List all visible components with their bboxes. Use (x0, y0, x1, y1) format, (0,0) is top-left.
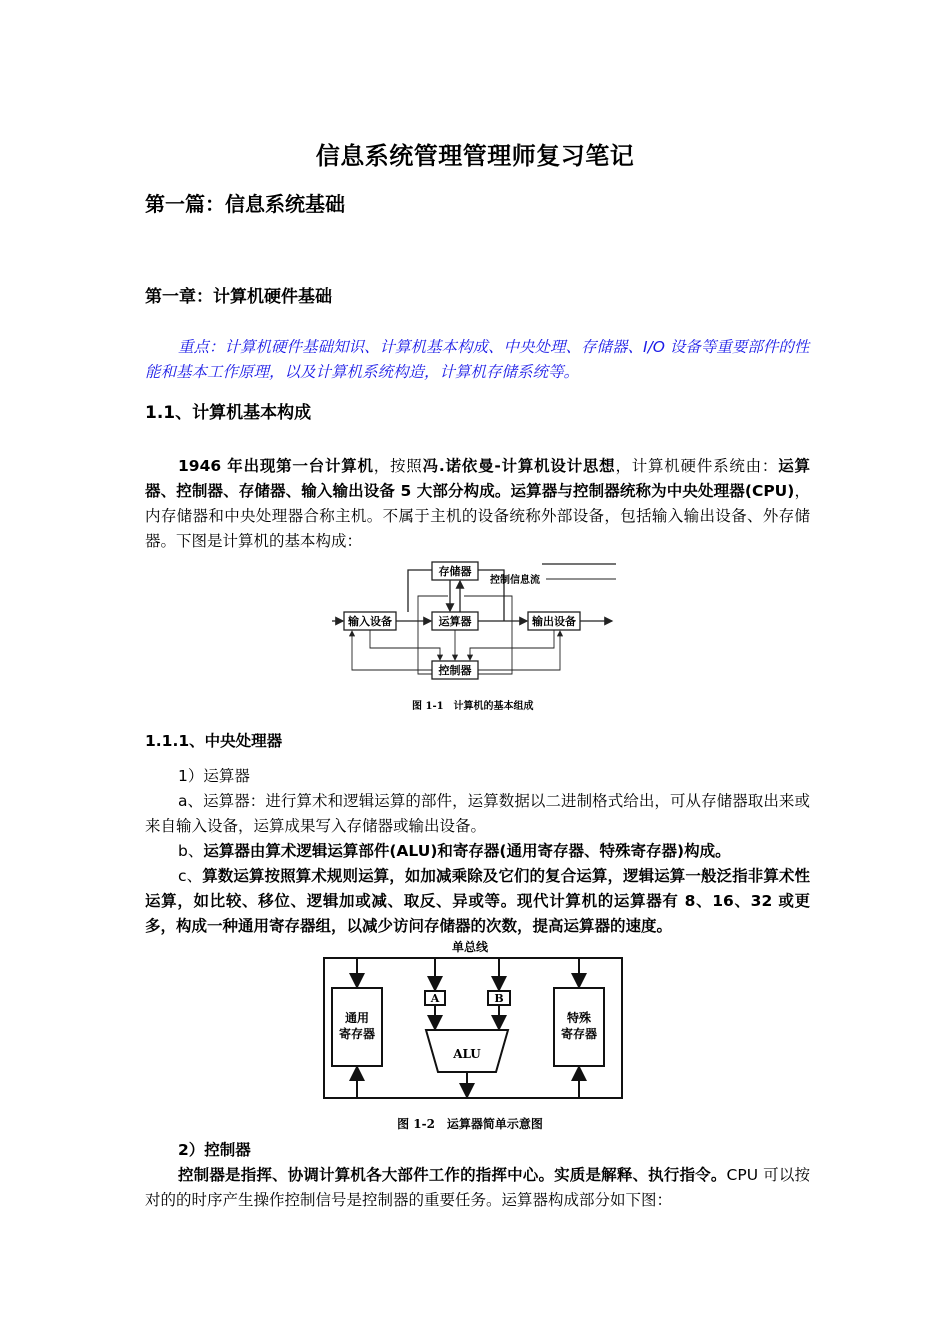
intro-text-3: ，内存储器和中央处理器合称主机。不属于主机的设备统称外部设备，包括输入输出设备、外存储器。下图是计算机的基本构成： (145, 482, 810, 550)
alu-label: ALU (453, 1047, 481, 1061)
document-title: 信息系统管理管理师复习笔记 (315, 142, 635, 170)
label-controller: 控制器 (438, 664, 472, 677)
general-register-line1: 通用 (344, 1011, 370, 1025)
special-register-line2: 寄存器 (560, 1027, 598, 1041)
intro-text-1: ，按照 (373, 457, 423, 475)
legend-control-flow: 控制信息流 (490, 575, 540, 586)
figure1-caption: 图 1-1 计算机的基本组成 (412, 701, 534, 712)
chapter-heading: 第一章：计算机硬件基础 (145, 287, 332, 307)
bus-label: 单总线 (451, 940, 489, 954)
item-c-bold: 算数运算按照算术规则运算，如加减乘除及它们的复合运算，逻辑运算一般泛指非算术性运算，如比较、移位、逻辑加或减、取反、异或等。现代计算机的运算器有 8、16、32 或更多，构成一种通用寄存器组，以减少访问存储器的次数，提高运算器的速度。 (145, 867, 810, 935)
label-memory: 存储器 (438, 565, 472, 578)
register-a-label: A (430, 992, 440, 1005)
label-output: 输出设备 (532, 615, 576, 628)
item-b (145, 839, 810, 864)
intro-bold-2: 冯.诺依曼-计算机设计思想 (422, 457, 616, 475)
part-heading: 第一篇：信息系统基础 (145, 192, 345, 216)
label-alu: 运算器 (438, 615, 472, 628)
focus-note: 重点：计算机硬件基础知识、计算机基本构成、中央处理、存储器、I/O 设备等重要部件的性能和基本工作原理，以及计算机系统构造，计算机存储系统等。 (145, 338, 810, 381)
general-register-line2: 寄存器 (338, 1027, 376, 1041)
intro-text-2: ，计算机硬件系统由： (615, 457, 779, 475)
controller-bold: 控制器是指挥、协调计算机各大部件工作的指挥中心。实质是解释、执行指令。 (178, 1166, 727, 1184)
special-register-line1: 特殊 (566, 1011, 592, 1025)
item-controller-label: 2）控制器 (178, 1141, 251, 1159)
intro-paragraph (145, 454, 810, 554)
intro-bold-3: 运算器、控制器、存储器、输入输出设备 5 大部分构成。运算器与控制器统称为中央处理器(CPU) (145, 457, 810, 500)
item-alu-label: 1）运算器 (178, 767, 250, 785)
intro-bold-1: 1946 年出现第一台计算机 (178, 457, 374, 475)
subsection-heading: 1.1.1、中央处理器 (145, 732, 283, 750)
controller-paragraph (145, 1163, 810, 1213)
section-heading: 1.1、计算机基本构成 (145, 403, 312, 423)
figure-alu-diagram (318, 938, 628, 1138)
item-a-text: a、运算器：进行算术和逻辑运算的部件，运算数据以二进制格式给出，可从存储器取出来或来自输入设备，运算成果写入存储器或输出设备。 (145, 792, 810, 835)
figure-computer-basic-structure (328, 556, 628, 716)
item-c-prefix: c、 (178, 867, 203, 885)
item-c (145, 864, 810, 939)
register-b-label: B (494, 992, 504, 1005)
item-b-bold: 运算器由算术逻辑运算部件(ALU)和寄存器(通用寄存器、特殊寄存器)构成。 (203, 842, 731, 860)
label-input: 输入设备 (348, 615, 392, 628)
controller-text: CPU 可以按对的的时序产生操作控制信号是控制器的重要任务。运算器构成部分如下图： (145, 1166, 810, 1209)
figure2-caption: 图 1-2 运算器简单示意图 (397, 1117, 543, 1131)
item-b-prefix: b、 (178, 842, 204, 860)
